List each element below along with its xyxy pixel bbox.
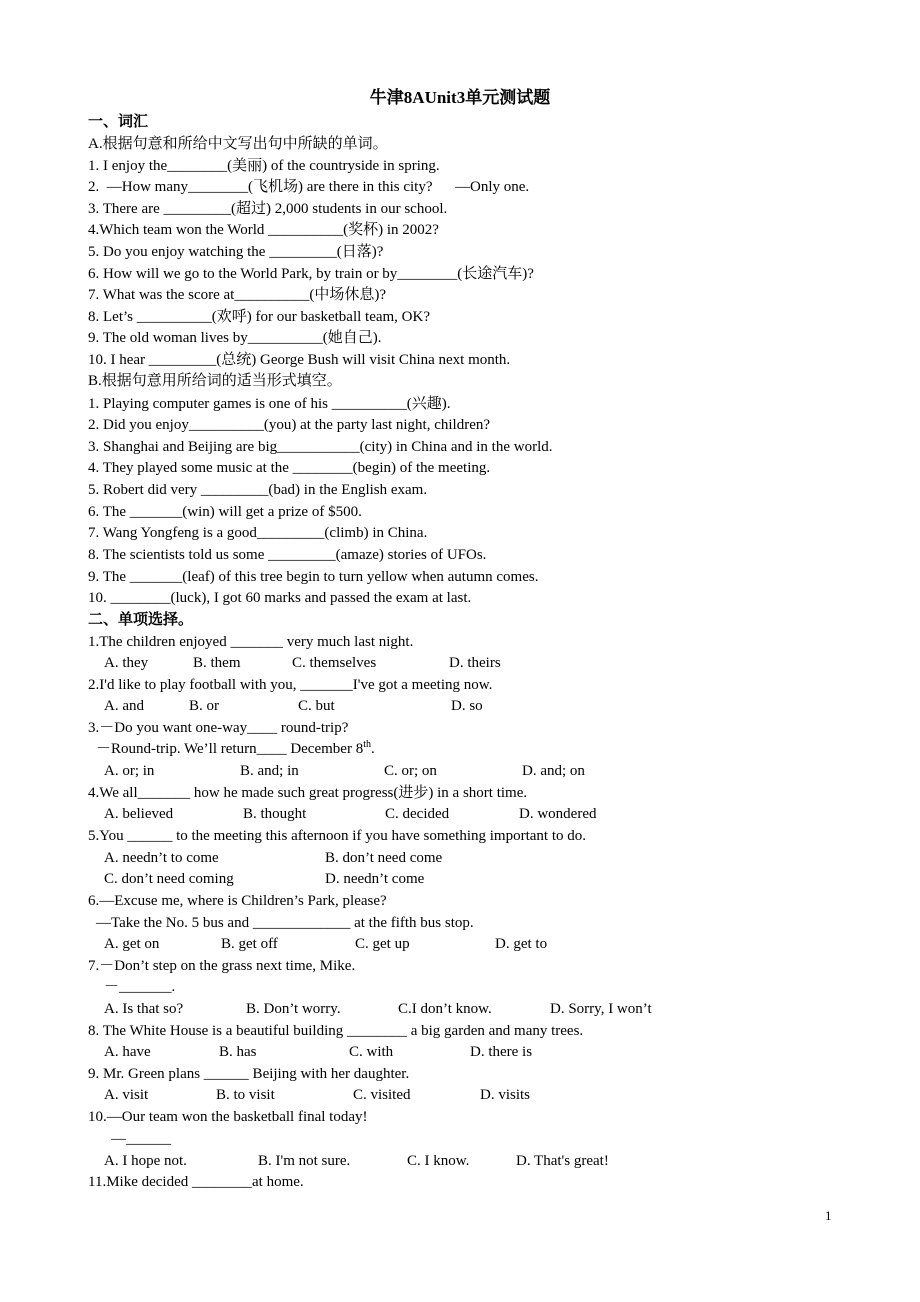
question-4-option-b: B. thought <box>243 806 307 822</box>
part-a-item-9: 9. The old woman lives by__________(她自己). <box>88 330 382 346</box>
part-b-item-4: 4. They played some music at the ________(begin) of the meeting. <box>88 460 491 476</box>
question-10-option-a: A. I hope not. <box>104 1153 187 1169</box>
question-1-option-d: D. theirs <box>449 655 501 671</box>
part-b-item-3: 3. Shanghai and Beijing are big___________(city) in China and in the world. <box>88 439 553 455</box>
question-2-option-d: D. so <box>451 698 483 714</box>
question-6-option-d: D. get to <box>495 936 548 952</box>
question-3-reply-sup: th <box>363 739 371 750</box>
question-5-option-b: B. don’t need come <box>325 850 443 866</box>
question-7-option-a: A. Is that so? <box>104 1001 184 1017</box>
question-6-stem: 6.—Excuse me, where is Children’s Park, please? <box>88 893 387 909</box>
question-2-stem: 2.I'd like to play football with you, _______I've got a meeting now. <box>88 677 493 693</box>
part-a-item-4: 4.Which team won the World __________(奖杯) in 2002? <box>88 222 439 238</box>
question-5-option-c: C. don’t need coming <box>104 871 234 887</box>
part-b-item-10: 10. ________(luck), I got 60 marks and passed the exam at last. <box>88 590 472 606</box>
page-number: 1 <box>825 1208 832 1223</box>
part-b-item-5: 5. Robert did very _________(bad) in the English exam. <box>88 482 428 498</box>
part-b-item-2: 2. Did you enjoy__________(you) at the party last night, children? <box>88 417 491 433</box>
part-a-item-2: 2. —How many________(飞机场) are there in this city? —Only one. <box>88 179 530 195</box>
question-4-stem: 4.We all_______ how he made such great progress(进步) in a short time. <box>88 785 528 801</box>
question-4-option-a: A. believed <box>104 806 174 822</box>
question-3-reply <box>96 739 375 759</box>
question-8-option-c: C. with <box>349 1044 394 1060</box>
question-3-stem: 3.－Do you want one-way____ round-trip? <box>88 720 349 736</box>
question-4-option-d: D. wondered <box>519 806 597 822</box>
question-6-option-c: C. get up <box>355 936 410 952</box>
question-3-option-a: A. or; in <box>104 763 155 779</box>
question-3-option-d: D. and; on <box>522 763 585 779</box>
question-10-option-d: D. That's great! <box>516 1153 609 1169</box>
page-title: 牛津8AUnit3单元测试题 <box>369 88 551 107</box>
question-10-reply: —______ <box>111 1131 171 1147</box>
question-10-stem: 10.—Our team won the basketball final today! <box>88 1109 368 1125</box>
question-5-stem: 5.You ______ to the meeting this afternoon if you have something important to do. <box>88 828 587 844</box>
question-7-stem: 7.－Don’t step on the grass next time, Mike. <box>88 958 356 974</box>
question-3-reply-text: －Round-trip. We’ll return____ December 8 <box>96 741 364 757</box>
question-7-option-b: B. Don’t worry. <box>246 1001 341 1017</box>
part-b-instruction: B.根据句意用所给词的适当形式填空。 <box>88 373 342 389</box>
question-5-option-d: D. needn’t come <box>325 871 425 887</box>
question-9-option-d: D. visits <box>480 1087 531 1103</box>
part-a-item-7: 7. What was the score at__________(中场休息)? <box>88 287 386 303</box>
question-10-option-b: B. I'm not sure. <box>258 1153 351 1169</box>
part-a-instruction: A.根据句意和所给中文写出句中所缺的单词。 <box>88 136 388 152</box>
question-2-option-b: B. or <box>189 698 219 714</box>
question-1-option-b: B. them <box>193 655 241 671</box>
part-a-item-8: 8. Let’s __________(欢呼) for our basketball team, OK? <box>88 309 431 325</box>
question-11-stem: 11.Mike decided ________at home. <box>88 1174 304 1190</box>
question-6-reply: —Take the No. 5 bus and _____________ at the fifth bus stop. <box>96 915 474 931</box>
section-2-heading: 二、单项选择。 <box>88 612 194 628</box>
question-8-option-a: A. have <box>104 1044 151 1060</box>
question-9-stem: 9. Mr. Green plans ______ Beijing with her daughter. <box>88 1066 410 1082</box>
question-7-option-d: D. Sorry, I won’t <box>550 1001 652 1017</box>
part-a-item-6: 6. How will we go to the World Park, by train or by________(长途汽车)? <box>88 266 534 282</box>
question-8-stem: 8. The White House is a beautiful building ________ a big garden and many trees. <box>88 1023 584 1039</box>
question-1-stem: 1.The children enjoyed _______ very much last night. <box>88 634 414 650</box>
part-a-item-10: 10. I hear _________(总统) George Bush will visit China next month. <box>88 352 511 368</box>
question-1-option-c: C. themselves <box>292 655 377 671</box>
question-1-option-a: A. they <box>104 655 149 671</box>
part-b-item-6: 6. The _______(win) will get a prize of $500. <box>88 504 362 520</box>
question-3-reply-end: . <box>370 741 375 757</box>
part-a-item-3: 3. There are _________(超过) 2,000 students in our school. <box>88 201 448 217</box>
question-9-option-c: C. visited <box>353 1087 411 1103</box>
part-b-item-9: 9. The _______(leaf) of this tree begin to turn yellow when autumn comes. <box>88 569 539 585</box>
part-a-item-5: 5. Do you enjoy watching the _________(日落)? <box>88 244 384 260</box>
question-4-option-c: C. decided <box>385 806 450 822</box>
part-b-item-7: 7. Wang Yongfeng is a good_________(climb) in China. <box>88 525 428 541</box>
question-7-reply: －_______. <box>104 979 176 995</box>
question-3-option-c: C. or; on <box>384 763 437 779</box>
question-5-option-a: A. needn’t to come <box>104 850 219 866</box>
question-10-option-c: C. I know. <box>407 1153 470 1169</box>
question-2-option-c: C. but <box>298 698 335 714</box>
question-8-option-b: B. has <box>219 1044 257 1060</box>
part-a-item-1: 1. I enjoy the________(美丽) of the countryside in spring. <box>88 158 440 174</box>
question-6-option-a: A. get on <box>104 936 160 952</box>
question-7-option-c: C.I don’t know. <box>398 1001 492 1017</box>
part-b-item-8: 8. The scientists told us some _________(amaze) stories of UFOs. <box>88 547 487 563</box>
question-6-option-b: B. get off <box>221 936 278 952</box>
part-b-item-1: 1. Playing computer games is one of his __________(兴趣). <box>88 396 451 412</box>
question-8-option-d: D. there is <box>470 1044 533 1060</box>
question-9-option-b: B. to visit <box>216 1087 275 1103</box>
question-9-option-a: A. visit <box>104 1087 149 1103</box>
question-2-option-a: A. and <box>104 698 144 714</box>
section-1-heading: 一、词汇 <box>88 114 149 130</box>
question-3-option-b: B. and; in <box>240 763 299 779</box>
